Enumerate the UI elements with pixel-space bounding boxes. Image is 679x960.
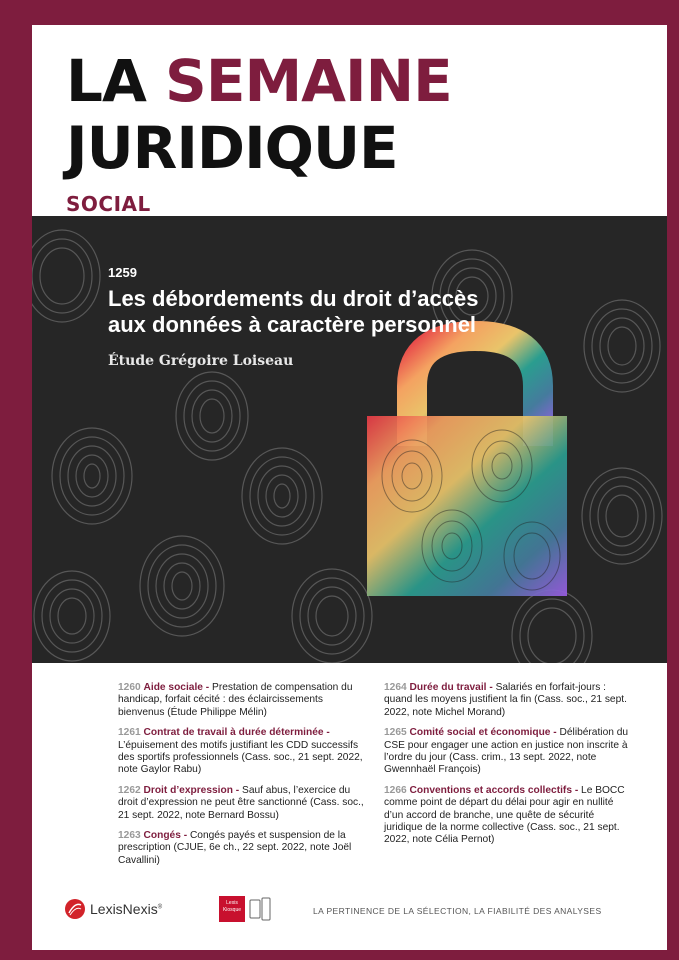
publisher-name: LexisNexis® [90,901,163,917]
masthead-accent-word: SEMAINE [165,47,452,115]
feature-title-line1: Les débordements du droit d’accès [108,286,479,311]
footer-tagline: LA PERTINENCE DE LA SÉLECTION, LA FIABILITÉ DES ANALYSES [313,906,602,916]
toc-right-column [384,682,634,855]
lexis-kiosque-badge[interactable]: Lexis Kiosque [219,896,245,922]
toc-entry[interactable]: 1260 Aide sociale - Prestation de compensation du handicap, forfait cécité : des éclaircissements bienvenus (Étude Philippe Mélin) [118,682,353,718]
masthead-title-line1: LA SEMAINE [66,47,452,115]
toc-entry[interactable]: 1265 Comité social et économique - Délibération du CSE pour engager une action en justice non inscrite à l’ordre du jour (Cass. crim., 13 sept. 2022, note Gwennhaël François) [384,727,629,776]
toc-entry[interactable]: 1266 Conventions et accords collectifs - Le BOCC comme point de départ du délai pour agir en nullité d’un accord de branche, une quête de sécurité juridique de la norme collective (Cass. soc., 21 sept. 2022, note Célia Pernot) [384,784,625,846]
masthead-title-line2: JURIDIQUE [66,114,398,182]
lexisnexis-logo[interactable] [64,898,162,920]
feature-number: 1259 [108,265,137,280]
feature-title-line2: aux données à caractère personnel [108,312,477,337]
toc-left-column [118,682,364,875]
lexisnexis-emblem-icon [64,898,86,920]
toc-entry[interactable]: 1263 Congés - Congés payés et suspension de la prescription (CJUE, 6e ch., 22 sept. 2022, note Joël Cavallini) [118,830,352,866]
toc-entry[interactable]: 1261 Contrat de travail à durée déterminée - L’épuisement des motifs justifiant les CDD successifs des sportifs professionnels (Cass. soc., 21 sept. 2022, note Gaylor Rabu) [118,727,363,776]
feature-title[interactable] [108,286,628,338]
toc-entry[interactable]: 1262 Droit d’expression - Sauf abus, l’exercice du droit d’expression ne peut être sanctionné (Cass. soc., 21 sept. 2022, note Bernard Bossu) [118,784,364,821]
feature-illustration[interactable] [32,216,667,663]
toc-entry[interactable]: 1264 Durée du travail - Salariés en forfait-jours : quand les moyens justifient la fin (Cass. soc., 21 sept. 2022, note Michel Morand) [384,682,627,718]
devices-icon [249,897,271,921]
section-label: SOCIAL [66,192,151,216]
fingerprint-background-icon [32,216,667,663]
feature-author: Étude Grégoire Loiseau [108,353,294,369]
